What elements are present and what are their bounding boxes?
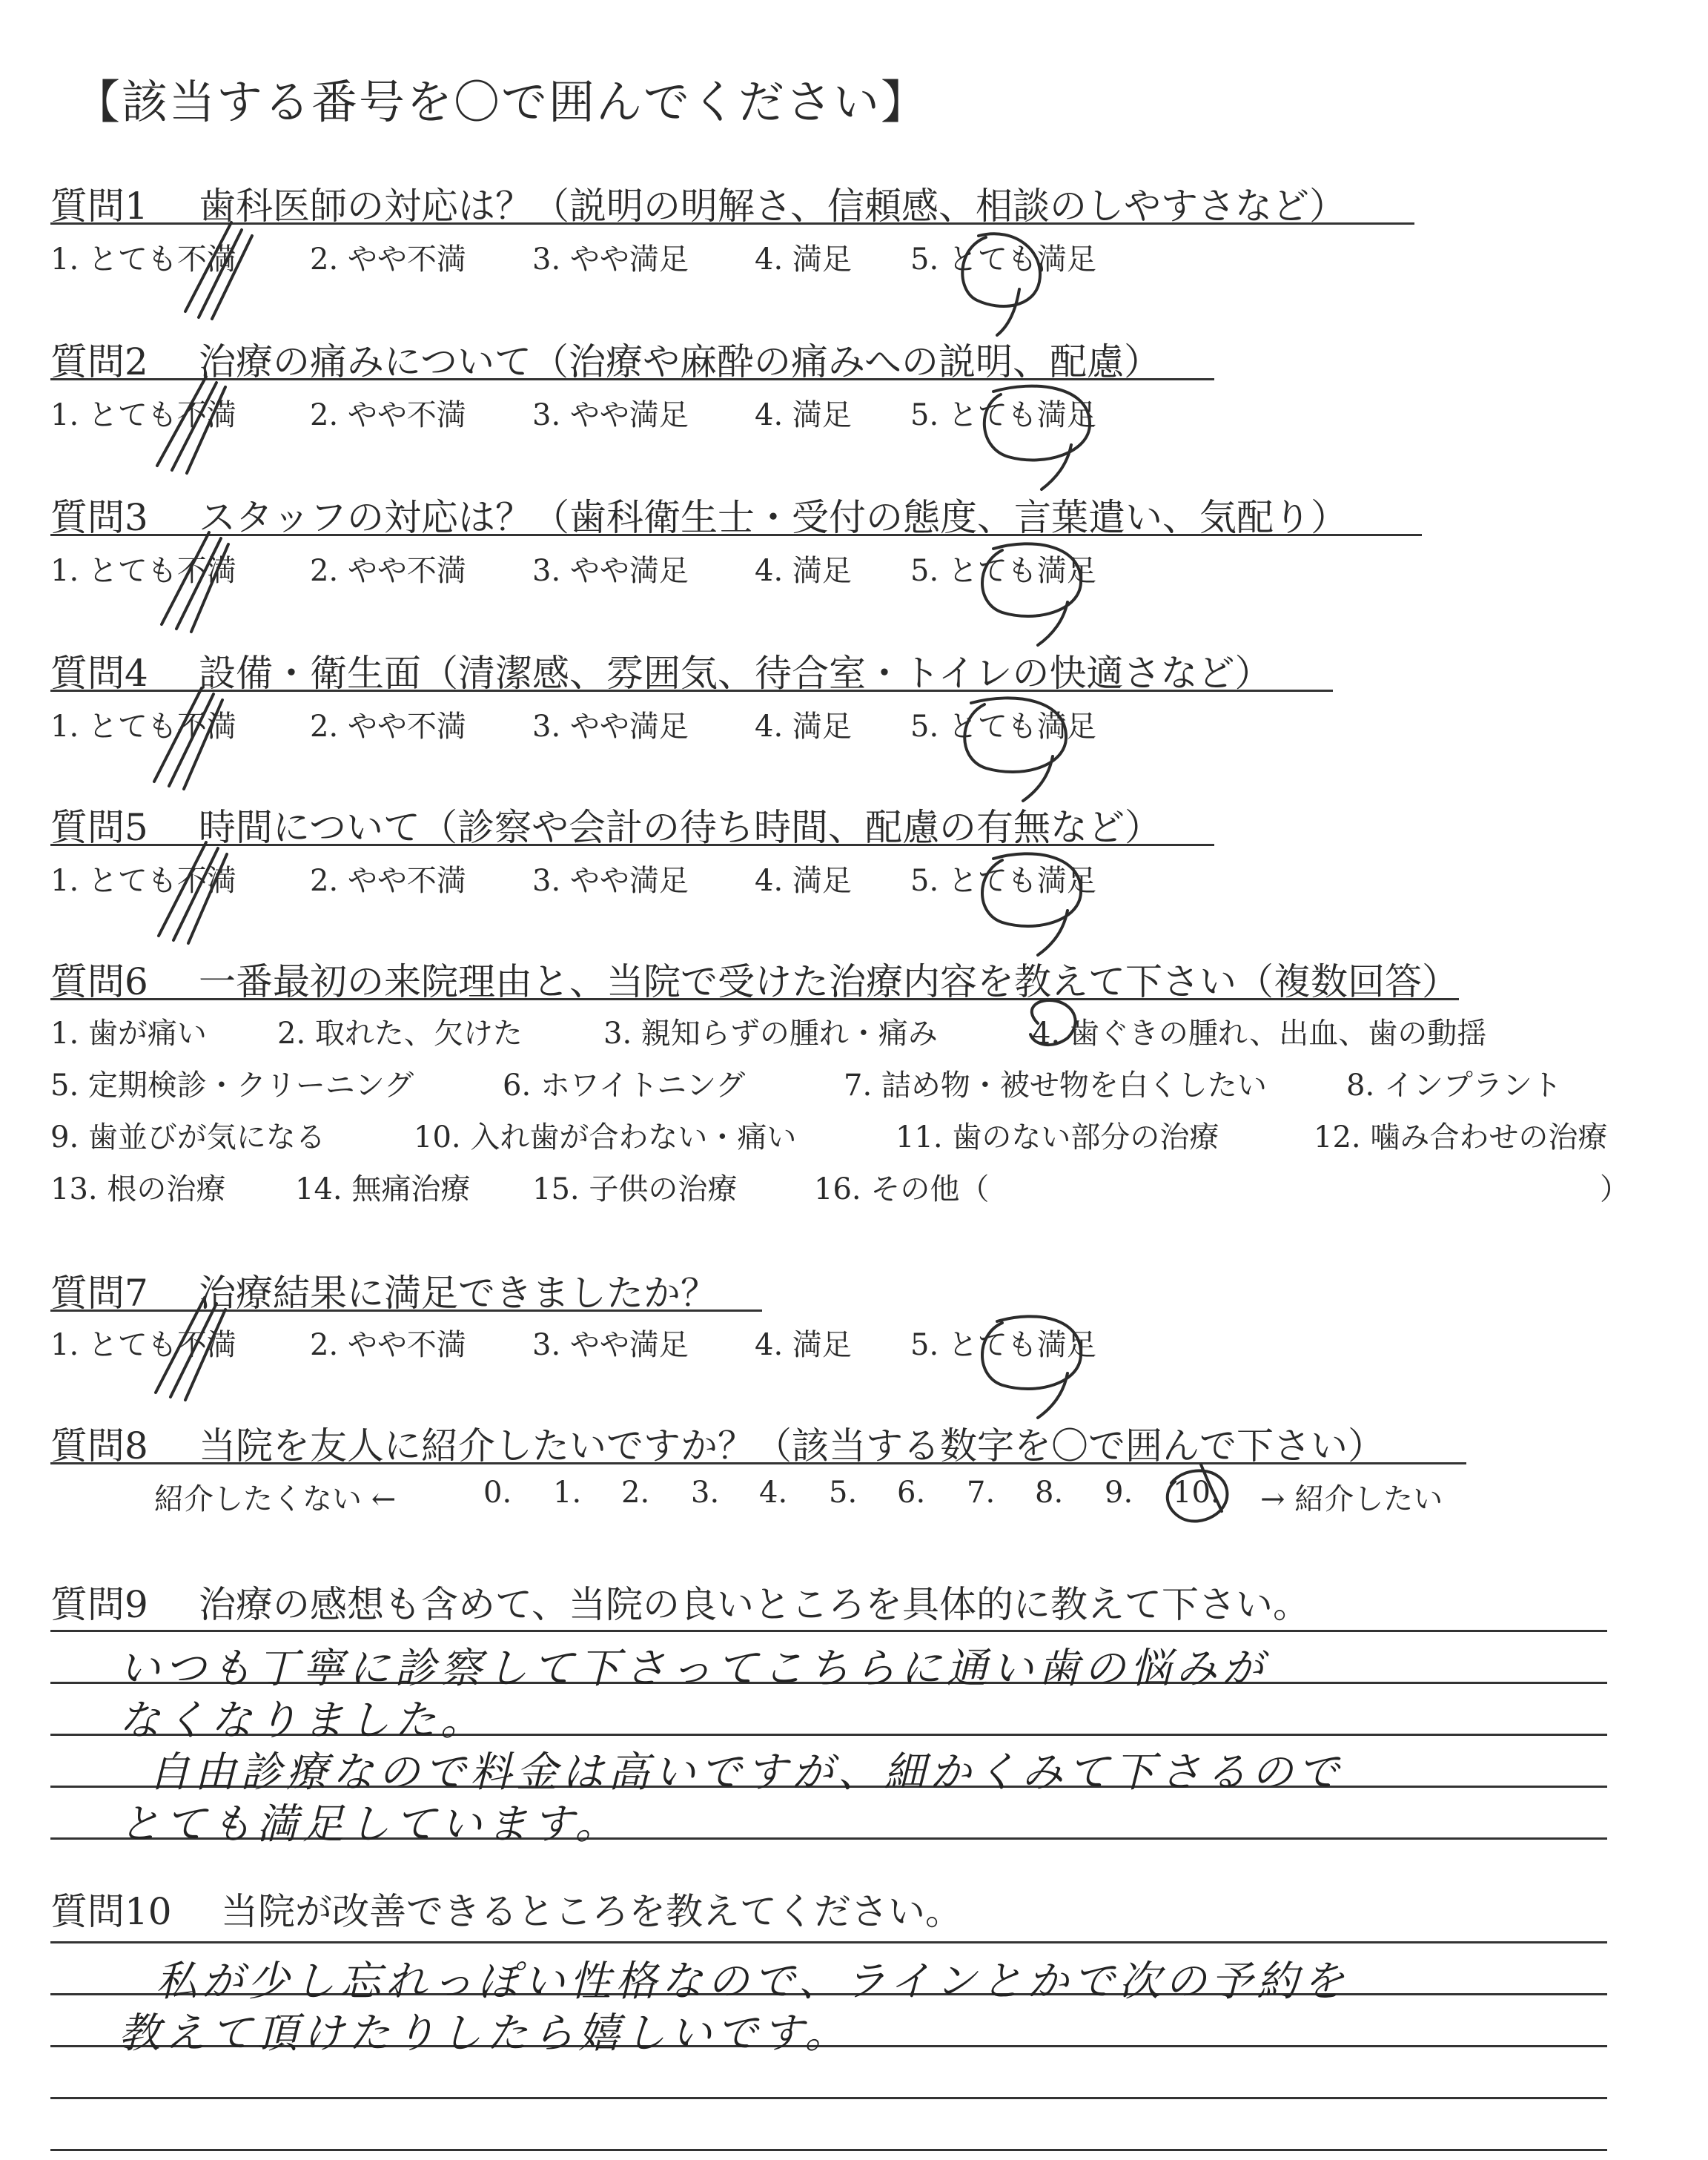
q1-opt-4[interactable]: 4. 満足 xyxy=(755,242,852,277)
q10-answer-line-1: 私が少し忘れっぽい性格なので、ラインとかで次の予約を xyxy=(156,1958,1349,2006)
q6-opt-1[interactable]: 1. 歯が痛い xyxy=(50,1017,207,1051)
q5-opt-5[interactable]: 5. とても満足 xyxy=(910,864,1096,898)
q6-opt-13[interactable]: 13. 根の治療 xyxy=(50,1172,226,1206)
q1-label: 質問1 xyxy=(50,185,148,228)
q6-opt-9[interactable]: 9. 歯並びが気になる xyxy=(50,1120,325,1155)
q6-opt-8[interactable]: 8. インプラント xyxy=(1346,1069,1562,1103)
q6-opt-16-close: ） xyxy=(1600,1172,1629,1206)
q7-opt-5[interactable]: 5. とても満足 xyxy=(910,1328,1096,1362)
q1-cross-out-mark xyxy=(185,222,252,319)
q3-circle-mark xyxy=(982,544,1081,645)
q8-scale-0[interactable]: 0. xyxy=(483,1476,512,1510)
q3-opt-3[interactable]: 3. やや満足 xyxy=(532,554,689,588)
q6-opt-3[interactable]: 3. 親知らずの腫れ・痛み xyxy=(603,1017,938,1051)
q6-opt-5[interactable]: 5. 定期検診・クリーニング xyxy=(50,1069,414,1103)
q2-opt-2[interactable]: 2. やや不満 xyxy=(310,398,466,432)
q8-text: 当院を友人に紹介したいですか？（該当する数字を〇で囲んで下さい） xyxy=(199,1424,1385,1467)
q6-opt-14[interactable]: 14. 無痛治療 xyxy=(295,1172,471,1206)
q2-opt-5[interactable]: 5. とても満足 xyxy=(910,398,1096,432)
q4-opt-2[interactable]: 2. やや不満 xyxy=(310,710,466,744)
q6-opt-7[interactable]: 7. 詰め物・被せ物を白くしたい xyxy=(844,1069,1267,1103)
q3-label: 質問3 xyxy=(50,496,148,539)
q4-text: 設備・衛生面（清潔感、雰囲気、待合室・トイレの快適さなど） xyxy=(199,652,1272,695)
q4-circle-mark xyxy=(964,698,1066,801)
q6-opt-12[interactable]: 12. 噛み合わせの治療 xyxy=(1314,1120,1608,1155)
q5-opt-4[interactable]: 4. 満足 xyxy=(755,864,852,898)
q6-opt-11[interactable]: 11. 歯のない部分の治療 xyxy=(896,1120,1219,1155)
q8-scale-6[interactable]: 6. xyxy=(897,1476,926,1510)
q1-opt-1[interactable]: 1. とても不満 xyxy=(50,242,236,277)
q8-circle-mark xyxy=(1168,1464,1228,1522)
q6-opt-16[interactable]: 16. その他（ xyxy=(814,1172,990,1206)
q4-cross-out-mark xyxy=(154,688,222,789)
q9-label: 質問9 xyxy=(50,1583,148,1626)
q2-text: 治療の痛みについて（治療や麻酔の痛みへの説明、配慮） xyxy=(199,340,1161,383)
q3-opt-5[interactable]: 5. とても満足 xyxy=(910,554,1096,588)
q8-scale-4[interactable]: 4. xyxy=(759,1476,788,1510)
q3-cross-out-mark xyxy=(162,532,228,632)
q8-scale-2[interactable]: 2. xyxy=(621,1476,650,1510)
q2-opt-1[interactable]: 1. とても不満 xyxy=(50,398,236,432)
q5-opt-3[interactable]: 3. やや満足 xyxy=(532,864,689,898)
q2-opt-4[interactable]: 4. 満足 xyxy=(755,398,852,432)
q8-scale-7[interactable]: 7. xyxy=(967,1476,996,1510)
q1-opt-5[interactable]: 5. とても満足 xyxy=(910,242,1096,277)
q7-opt-1[interactable]: 1. とても不満 xyxy=(50,1328,236,1362)
q8-scale-3[interactable]: 3. xyxy=(691,1476,720,1510)
q1-text: 歯科医師の対応は？（説明の明解さ、信頼感、相談のしやすさなど） xyxy=(199,185,1346,228)
q6-opt-10[interactable]: 10. 入れ歯が合わない・痛い xyxy=(414,1120,797,1155)
q10-answer-line-2: 教えて頂けたりしたら嬉しいです。 xyxy=(119,2009,851,2058)
q1-opt-2[interactable]: 2. やや不満 xyxy=(310,242,466,277)
q7-opt-2[interactable]: 2. やや不満 xyxy=(310,1328,466,1362)
q7-text: 治療結果に満足できましたか？ xyxy=(199,1272,718,1315)
page-title: 【該当する番号を〇で囲んでください】 xyxy=(74,75,929,129)
q1-circle-mark xyxy=(962,234,1040,335)
q9-answer-line-4: とても満足しています。 xyxy=(119,1800,621,1849)
q9-answer-line-3: 自由診療なので料金は高いですが、細かくみて下さるので xyxy=(148,1748,1343,1797)
q8-scale-5[interactable]: 5. xyxy=(829,1476,858,1510)
q3-opt-1[interactable]: 1. とても不満 xyxy=(50,554,236,588)
q4-label: 質問4 xyxy=(50,652,148,695)
q4-opt-3[interactable]: 3. やや満足 xyxy=(532,710,689,744)
q5-circle-mark xyxy=(982,853,1081,955)
q5-opt-2[interactable]: 2. やや不満 xyxy=(310,864,466,898)
q8-scale-9[interactable]: 9. xyxy=(1105,1476,1133,1510)
q2-cross-out-mark xyxy=(157,377,225,473)
q4-opt-1[interactable]: 1. とても不満 xyxy=(50,710,236,744)
q6-opt-4[interactable]: 4. 歯ぐきの腫れ、出血、歯の動揺 xyxy=(1032,1017,1487,1051)
q2-label: 質問2 xyxy=(50,340,148,383)
q7-opt-4[interactable]: 4. 満足 xyxy=(755,1328,852,1362)
q7-cross-out-mark xyxy=(156,1298,225,1400)
q6-opt-15[interactable]: 15. 子供の治療 xyxy=(532,1172,738,1206)
q8-left-label: 紹介したくない ← xyxy=(154,1482,397,1516)
q1-opt-3[interactable]: 3. やや満足 xyxy=(532,242,689,277)
q8-scale-1[interactable]: 1. xyxy=(553,1476,582,1510)
q5-label: 質問5 xyxy=(50,806,148,849)
q3-opt-2[interactable]: 2. やや不満 xyxy=(310,554,466,588)
q9-text: 治療の感想も含めて、当院の良いところを具体的に教えて下さい。 xyxy=(199,1583,1310,1626)
q10-label: 質問10 xyxy=(50,1890,172,1933)
q10-text: 当院が改善できるところを教えてください。 xyxy=(221,1890,962,1933)
q9-answer-line-1: いつも丁寧に診察して下さってこちらに通い歯の悩みが xyxy=(119,1645,1268,1693)
q3-text: スタッフの対応は？（歯科衛生士・受付の態度、言葉遣い、気配り） xyxy=(199,496,1348,539)
q4-opt-5[interactable]: 5. とても満足 xyxy=(910,710,1096,744)
q6-circle-mark xyxy=(1030,1000,1076,1045)
q2-circle-mark xyxy=(984,386,1090,489)
q2-opt-3[interactable]: 3. やや満足 xyxy=(532,398,689,432)
q3-opt-4[interactable]: 4. 満足 xyxy=(755,554,852,588)
q7-circle-mark xyxy=(982,1316,1081,1418)
q4-opt-4[interactable]: 4. 満足 xyxy=(755,710,852,744)
q6-text: 一番最初の来院理由と、当院で受けた治療内容を教えて下さい（複数回答） xyxy=(199,960,1459,1003)
q5-text: 時間について（診察や会計の待ち時間、配慮の有無など） xyxy=(199,806,1162,849)
q8-label: 質問8 xyxy=(50,1424,148,1467)
q8-right-label: → 紹介したい xyxy=(1260,1482,1443,1516)
q6-opt-6[interactable]: 6. ホワイトニング xyxy=(503,1069,746,1103)
q6-opt-2[interactable]: 2. 取れた、欠けた xyxy=(277,1017,523,1051)
q5-cross-out-mark xyxy=(159,842,227,943)
q7-opt-3[interactable]: 3. やや満足 xyxy=(532,1328,689,1362)
q5-opt-1[interactable]: 1. とても不満 xyxy=(50,864,236,898)
q7-label: 質問7 xyxy=(50,1272,148,1315)
q8-scale-8[interactable]: 8. xyxy=(1035,1476,1064,1510)
q9-answer-line-2: なくなりました。 xyxy=(119,1697,486,1745)
q8-scale-10[interactable]: 10. xyxy=(1173,1476,1220,1510)
q6-label: 質問6 xyxy=(50,960,148,1003)
